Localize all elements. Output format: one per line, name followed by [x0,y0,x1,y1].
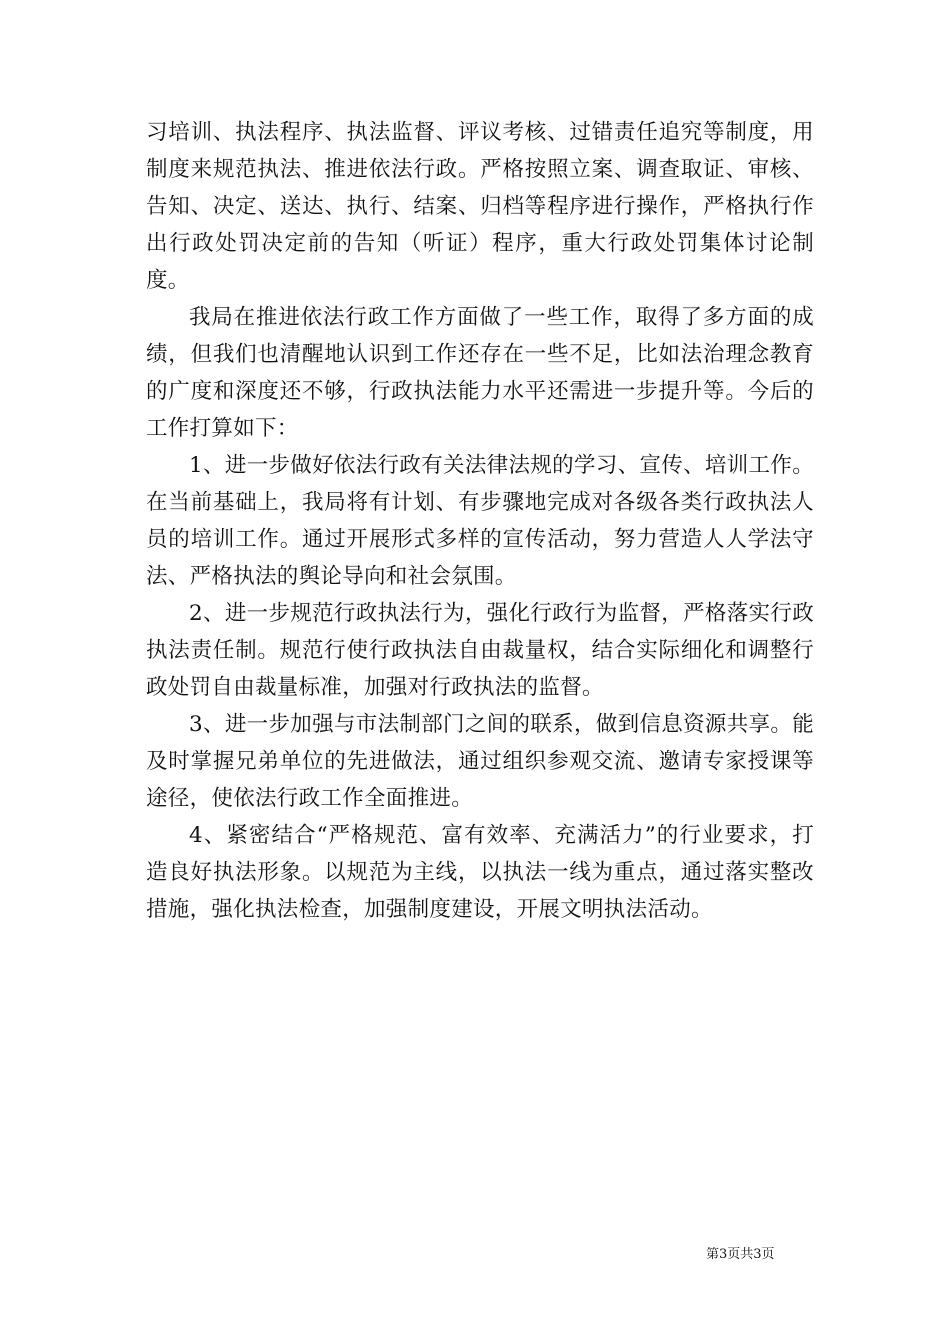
document-body [146,114,814,928]
paragraph-continuation: 习培训、执法程序、执法监督、评议考核、过错责任追究等制度，用制度来规范执法、推进依法行政。严格按照立案、调查取证、审核、告知、决定、送达、执行、结案、归档等程序进行操作，严格执行作出行政处罚决定前的告知（听证）程序，重大行政处罚集体讨论制度。 [146,120,814,293]
paragraph-plan-item-3: 3、进一步加强与市法制部门之间的联系，做到信息资源共享。能及时掌握兄弟单位的先进做法，通过组织参观交流、邀请专家授课等途径，使依法行政工作全面推进。 [146,712,814,811]
paragraph-plan-item-4: 4、紧密结合“严格规范、富有效率、充满活力”的行业要求，打造良好执法形象。以规范为主线，以执法一线为重点，通过落实整改措施，强化执法检查，加强制度建设，开展文明执法活动。 [146,823,814,922]
paragraph-summary: 我局在推进依法行政工作方面做了一些工作，取得了多方面的成绩，但我们也清醒地认识到工作还存在一些不足，比如法治理念教育的广度和深度还不够，行政执法能力水平还需进一步提升等。今后的工作打算如下： [146,305,814,441]
paragraph-plan-item-2: 2、进一步规范行政执法行为，强化行政行为监督，严格落实行政执法责任制。规范行使行政执法自由裁量权，结合实际细化和调整行政处罚自由裁量标准，加强对行政执法的监督。 [146,601,814,700]
paragraph-plan-item-1: 1、进一步做好依法行政有关法律法规的学习、宣传、培训工作。在当前基础上，我局将有计划、有步骤地完成对各级各类行政执法人员的培训工作。通过开展形式多样的宣传活动，努力营造人人学法守法、严格执法的舆论导向和社会氛围。 [146,453,814,589]
page-number-footer: 第3页共3页 [706,1247,775,1262]
